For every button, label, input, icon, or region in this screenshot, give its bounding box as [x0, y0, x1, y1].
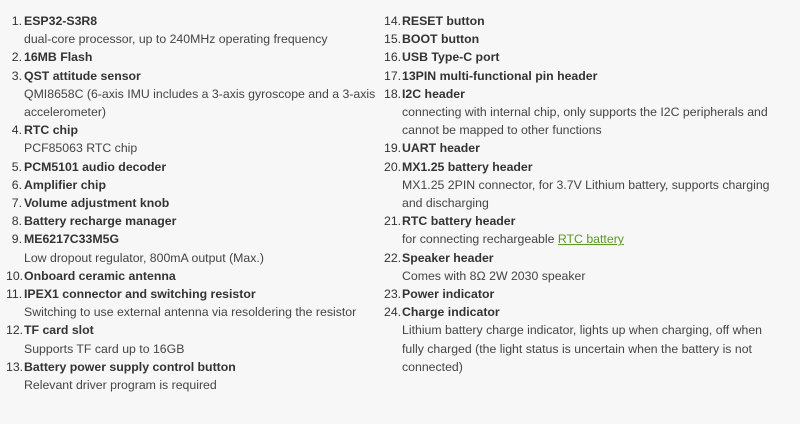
item-number: 7. [11, 196, 22, 211]
item-number: 16. [384, 50, 402, 65]
item-description-text: Lithium battery charge indicator, lights up when charging, off when fully charged (the light status is uncertain when the battery is not connected) [402, 323, 763, 374]
item-number: 11. [6, 287, 23, 302]
item-description-text: for connecting rechargeable [402, 232, 558, 247]
item-description-text: QMI8658C (6-axis IMU includes a 3-axis gyroscope and a 3-axis accelerometer) [24, 86, 376, 120]
item-description [24, 30, 384, 48]
list-item [384, 48, 784, 66]
item-number: 14. [384, 14, 402, 28]
list-item [6, 48, 384, 66]
item-title: TF card slot [24, 323, 94, 338]
list-item [6, 321, 384, 357]
item-description-text: PCF85063 RTC chip [24, 141, 138, 156]
list-item [6, 194, 384, 212]
item-description-text: connecting with internal chip, only supports the I2C peripherals and cannot be mapped to other functions [402, 105, 768, 138]
list-item [6, 158, 384, 176]
item-description-text: Low dropout regulator, 800mA output (Max.) [24, 250, 264, 265]
item-title: Amplifier chip [24, 177, 106, 192]
item-description-text: Comes with 8Ω 2W 2030 speaker [402, 268, 586, 283]
component-list-right [384, 12, 784, 376]
item-description-text: MX1.25 2PIN connector, for 3.7V Lithium battery, supports charging and discharging [402, 177, 770, 211]
item-title: RTC battery header [402, 214, 516, 229]
item-description [402, 267, 784, 285]
item-description [24, 376, 384, 394]
item-title: Charge indicator [402, 305, 500, 320]
list-item [384, 158, 784, 213]
item-number: 23. [384, 287, 402, 302]
item-title: IPEX1 connector and switching resistor [24, 287, 256, 302]
item-number: 13. [6, 359, 24, 374]
item-title: I2C header [402, 86, 465, 101]
item-description [24, 303, 384, 321]
list-item [6, 121, 384, 157]
list-item [6, 267, 384, 285]
item-title: Speaker header [402, 250, 494, 265]
item-description-text: dual-core processor, up to 240MHz operating frequency [24, 32, 328, 47]
item-number: 12. [6, 323, 24, 338]
list-item [384, 67, 784, 85]
rtc-battery-link[interactable]: RTC battery [557, 232, 624, 247]
item-title: UART header [402, 141, 480, 156]
list-item [6, 176, 384, 194]
item-description-text: Relevant driver program is required [24, 378, 217, 393]
item-number: 1. [11, 14, 22, 28]
item-title: RESET button [402, 14, 485, 28]
item-title: QST attitude sensor [24, 68, 141, 83]
item-number: 20. [384, 159, 402, 174]
list-item [6, 285, 384, 321]
item-number: 10. [6, 268, 24, 283]
component-list-left [6, 12, 384, 394]
item-title: ME6217C33M5G [24, 232, 120, 247]
item-title: Battery recharge manager [24, 214, 177, 229]
item-description [402, 321, 784, 376]
list-item [6, 12, 384, 48]
item-number: 8. [11, 214, 22, 229]
item-title: 16MB Flash [24, 50, 93, 65]
item-number: 4. [11, 123, 22, 138]
item-number: 24. [384, 305, 402, 320]
item-title: BOOT button [402, 32, 480, 47]
list-item [384, 303, 784, 376]
item-description [24, 85, 384, 121]
item-number: 17. [384, 68, 402, 83]
item-number: 5. [11, 159, 22, 174]
list-item [384, 249, 784, 285]
numbered-list [6, 12, 384, 394]
list-item [384, 12, 784, 30]
item-title: Onboard ceramic antenna [24, 268, 176, 283]
item-title: ESP32-S3R8 [24, 14, 98, 28]
item-number: 2. [11, 50, 22, 65]
item-title: USB Type-C port [402, 50, 500, 65]
list-item [6, 212, 384, 230]
list-item [384, 139, 784, 157]
item-description-text: Switching to use external antenna via resoldering the resistor [24, 305, 357, 320]
item-description [24, 340, 384, 358]
item-number: 9. [11, 232, 22, 247]
list-item [6, 230, 384, 266]
item-number: 19. [384, 141, 402, 156]
list-item [6, 358, 384, 394]
list-item [384, 85, 784, 140]
item-number: 21. [384, 214, 402, 229]
item-title: RTC chip [24, 123, 78, 138]
item-description [24, 139, 384, 157]
item-number: 18. [384, 86, 402, 101]
item-number: 22. [384, 250, 402, 265]
list-item [384, 212, 784, 248]
item-description [402, 176, 784, 212]
item-number: 3. [11, 68, 22, 83]
item-title: Battery power supply control button [24, 359, 236, 374]
item-description-text: Supports TF card up to 16GB [24, 341, 185, 356]
item-title: Power indicator [402, 287, 495, 302]
item-title: Volume adjustment knob [24, 196, 170, 211]
list-item [384, 285, 784, 303]
item-title: 13PIN multi-functional pin header [402, 68, 598, 83]
item-number: 15. [384, 32, 402, 47]
item-description [402, 103, 784, 139]
item-description [24, 249, 384, 267]
item-title: MX1.25 battery header [402, 159, 533, 174]
numbered-list [384, 12, 784, 376]
item-title: PCM5101 audio decoder [24, 159, 167, 174]
item-number: 6. [11, 177, 22, 192]
list-item [6, 67, 384, 122]
item-description [402, 230, 784, 248]
list-item [384, 30, 784, 48]
